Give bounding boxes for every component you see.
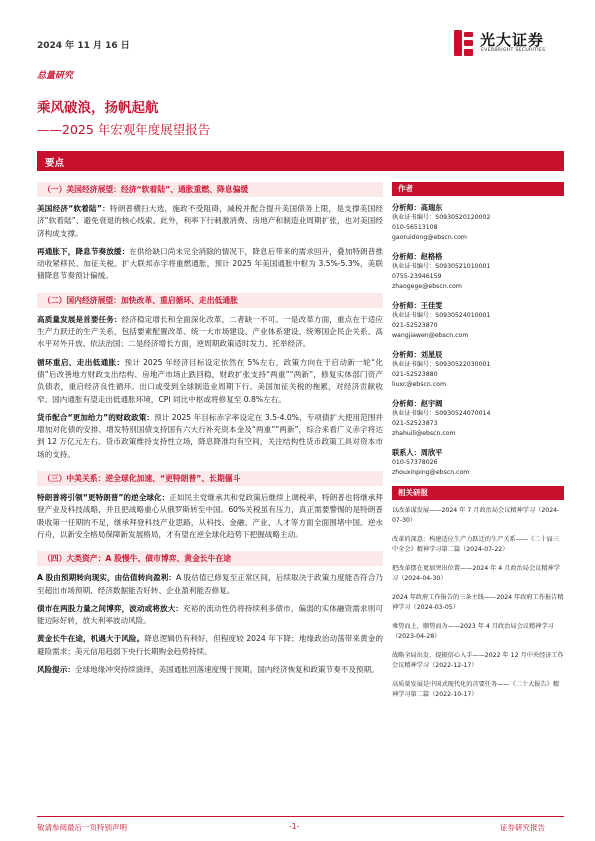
analyst-cert: 执业证书编号：S0930521010001	[392, 263, 491, 270]
paragraph	[37, 203, 383, 240]
analyst-card	[392, 300, 564, 341]
paragraph	[37, 246, 383, 283]
para-text: 特朗普横扫大选，施政不受阻碍，减税并配合提升美国债务上限，是支撑美国经济“软着陆”、避免衰退的核心线索。此外，利率下行刺激消费、房地产和制造业周期扩张，也对美国经济构成支撑。	[37, 204, 383, 238]
analyst-cert: 执业证书编号：S0930520120002	[392, 214, 491, 221]
analyst-email[interactable]: zhouxinping@ebscn.com	[392, 469, 470, 476]
para-lead: 债市在两股力量之间博弈，波动或将放大：	[37, 603, 184, 613]
analyst-card	[392, 447, 564, 478]
para-lead: 循环重启、走出低通胀：	[37, 357, 125, 367]
para-lead: 再通胀下，降息节奏放缓：	[37, 246, 130, 256]
analyst-name: 分析师：王佳雯	[392, 301, 443, 310]
authors-header: 作者	[392, 182, 564, 196]
analyst-phone: 021-52523873	[392, 420, 438, 427]
analyst-cert: 执业证书编号：S0930524010001	[392, 312, 491, 319]
footer-report-type: 证券研究报告	[500, 823, 545, 832]
paragraph	[37, 664, 383, 676]
para-lead: A 股由预期转向现实，由估值转向盈利：	[37, 573, 176, 583]
analyst-email[interactable]: wangjiawen@ebscn.com	[392, 332, 469, 339]
analyst-email[interactable]: zhaogege@ebscn.com	[392, 283, 462, 290]
logo-text-cn: 光大证券	[480, 31, 545, 49]
para-lead: 高质量发展是首要任务：	[37, 314, 122, 324]
paragraph	[37, 314, 383, 351]
para-lead: 特朗普将引领“更特朗普”的逆全球化：	[37, 493, 170, 503]
analyst-cert: 执业证书编号：S0930524070014	[392, 410, 491, 417]
para-text: 全球地缘冲突持续演绎，美国通胀回落速度慢于预期，国内经济恢复和政策节奏不及预期。	[74, 665, 379, 675]
sidebar	[392, 182, 564, 709]
analyst-phone: 021-52523870	[392, 322, 438, 329]
report-title: 乘风破浪，扬帆起航	[37, 100, 159, 116]
section-heading: （二）国内经济展望：加快改革、重启循环、走出低通胀	[37, 293, 383, 308]
analyst-name: 联系人：周欣平	[392, 448, 443, 457]
analyst-email[interactable]: gaoruidong@ebscn.com	[392, 234, 467, 241]
logo-text-en: EVERBRIGHT SECURITIES	[481, 48, 546, 53]
paragraph	[37, 603, 383, 628]
footer-divider	[37, 816, 564, 817]
related-header: 相关研报	[392, 486, 564, 500]
analyst-email[interactable]: zhahuili@ebscn.com	[392, 430, 456, 437]
para-text: 预计 2025 年经济目标设定依然在 5%左右，政策方向在于启动新一轮“化债”后改善地方财政支出结构、房地产市场止跌回稳，财政扩张支持“两重”“两新”，修复实体部门资产负债表，重启经济良性循环。出口或受到全球制造业周期下行、美国加征关税的拖累，对经济贡献收窄。国内通胀有望走出低通胀环境，CPI 同比中枢或将修复至 0.8%左右。	[37, 357, 384, 404]
analyst-phone: 010-57378026	[392, 459, 438, 466]
section-heading: （三）中美关系：逆全球化加速、“更特朗普”、长期僵斗	[37, 471, 383, 486]
para-text: 降息逻辑仍有利好，但程度较 2024 年下降；地缘政治动荡带来黄金的避险需求；美元信用趋弱下央行长期购金趋势持续。	[37, 634, 384, 656]
paragraph	[37, 572, 383, 597]
analyst-phone: 010-56513108	[392, 224, 438, 231]
analyst-name: 分析师：刘星辰	[392, 350, 443, 359]
para-lead: 货币配合“更加给力”的财政政策：	[37, 412, 155, 422]
doc-type: 总量研究	[37, 71, 74, 81]
para-text: 预计 2025 年目标赤字率设定在 3.5-4.0%、专项债扩大使用范围并增加对化债的安排、增发特别国债支持国有六大行补充资本金及“两重”“两新”，综合来看广义赤字将达到 12 万亿元左右。货币政策维持支持性立场，降息降准均有空间，关注结构性货币政策工具对资本市场的支持。	[37, 412, 383, 459]
related-report-link[interactable]: 改革的深意：构建适应生产力跃迁的生产关系——《二十届三中全会》精神学习第二篇（2024-07-22）	[392, 536, 560, 553]
analyst-card	[392, 251, 564, 292]
footer-disclaimer: 敬请参阅最后一页特别声明	[37, 823, 127, 832]
summary-label: 要点	[45, 158, 65, 169]
analyst-phone: 021-52523880	[392, 371, 438, 378]
analyst-name: 分析师：赵格格	[392, 252, 443, 261]
related-report-link[interactable]: 乘势而上，顺势而为——2023 年 4 月政治局会议精神学习（2023-04-28）	[392, 623, 554, 640]
section-heading: （一）美国经济展望：经济“软着陆”、通胀重燃、降息偏缓	[37, 182, 383, 197]
report-date: 2024 年 11 月 16 日	[37, 41, 130, 51]
para-lead: 美国经济“软着陆”：	[37, 204, 110, 213]
paragraph	[37, 357, 383, 406]
related-report-link[interactable]: 2024 年政府工作报告的三条主线——2024 年政府工作报告精神学习（2024-03-05）	[392, 594, 564, 611]
logo-mark-icon	[454, 30, 474, 56]
paragraph	[37, 633, 383, 658]
section-heading: （四）大类资产：A 股慢牛、债市博弈、黄金长牛在途	[37, 551, 383, 566]
para-text: 经济稳定增长和全面深化改革，二者缺一不可。一是改革方面，重点在于适应生产力跃迁的生产关系，包括要素配置改革、统一大市场建设、产业体系建设、统筹国企民企关系、高水平对外开放、依法治国；二是经济增长方面，逆周期政策适时发力、托举经济。	[37, 314, 384, 349]
related-report-link[interactable]: 战略全局出发，提振信心入手——2022 年 12 月中央经济工作会议精神学习（2022-12-17）	[392, 652, 564, 669]
analyst-card	[392, 398, 564, 439]
analyst-name: 分析师：高瑞东	[392, 203, 443, 212]
analyst-card	[392, 349, 564, 390]
related-report-link[interactable]: 高质量发展是中国式现代化的首要任务——《二十大报告》精神学习第二篇（2022-10-17）	[392, 681, 560, 698]
brand-logo	[454, 30, 564, 60]
summary-bar	[37, 151, 564, 171]
analyst-cert: 执业证书编号：S0930522030001	[392, 361, 491, 368]
analyst-name: 分析师：赵宇阔	[392, 399, 443, 408]
para-text: A 股估值已修复至正常区间，后续取决于政策力度能否符合乃至超出市场预期、经济数据能否好转、企业盈利能否修复。	[37, 573, 383, 595]
paragraph	[37, 412, 383, 461]
para-lead: 黄金长牛在途，机遇大于风险。	[37, 634, 145, 644]
para-lead: 风险提示：	[37, 665, 75, 675]
related-report-link[interactable]: 以改革谋发展——2024 年 7 月政治局会议精神学习（2024-07-30）	[392, 507, 560, 524]
related-report-link[interactable]: 把改革摆在更加突出位置——2024 年 4 月政治局会议精神学习（2024-04-30）	[392, 565, 560, 582]
para-text: 充裕的流动性仍将持续利多债市，偏弱的实体融资需求则可能边际好转，放大利率波动风险。	[37, 603, 384, 626]
page-number: -1-	[289, 822, 300, 831]
para-text: 正如民主党继承共和党政策后继续上调税率，特朗普也将继承拜登产业及科技战略，并且把战略重心从俄罗斯转至中国。60%关税虽有压力，真正需要警惕的是特朗普吸收第一任期的不足，继承拜登科技产业思路，从科技、金融、产业、人才等方面全面围堵中国。逆水行舟，以新安全格局保障新发展格局，才有望在逆全球化趋势下把握战略主动。	[37, 493, 384, 539]
paragraph	[37, 492, 383, 541]
main-column	[37, 182, 383, 682]
analyst-phone: 0755-23946159	[392, 273, 442, 280]
analyst-card	[392, 202, 564, 243]
analyst-email[interactable]: liuxc@ebscn.com	[392, 381, 446, 388]
para-text: 在供给缺口尚未完全消除的情况下，降息后带来的需求回升，叠加特朗普推动收紧移民、加征关税、扩大联邦赤字将重燃通胀，预计 2025 年美国通胀中枢为 3.5%-5.3%，美联储降息节奏预计偏缓。	[37, 246, 384, 281]
report-subtitle: ——2025 年宏观年度展望报告	[37, 122, 211, 137]
